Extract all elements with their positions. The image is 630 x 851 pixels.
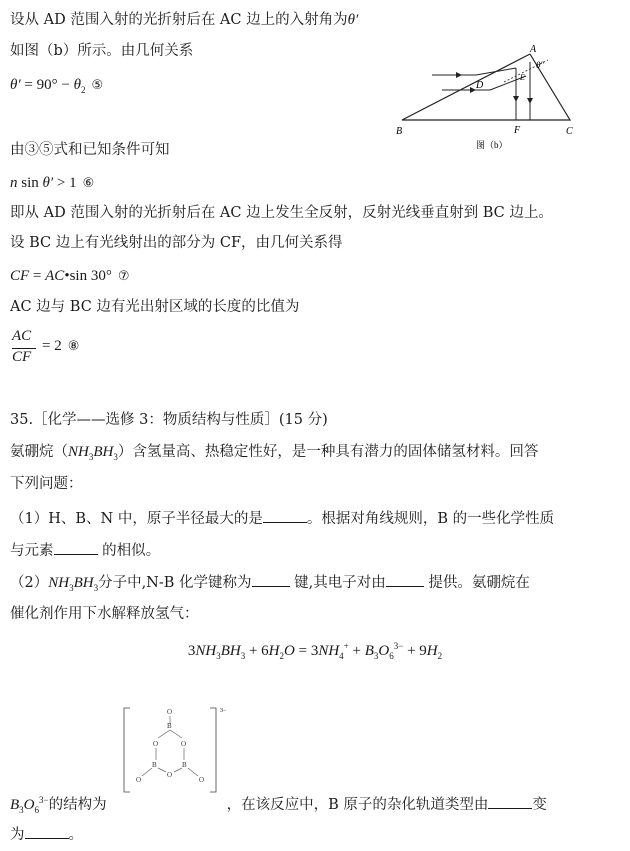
b3o6-structure — [120, 702, 240, 798]
reaction-formula: $3NH_3BH_3 + 6H_2O = 3NH_4^+ + B_3O_6^{3-} + 9H_2$ — [187, 641, 443, 661]
question-2-cont — [10, 604, 199, 624]
question-1-cont — [10, 540, 160, 561]
q2-part-d: 提供。氨硼烷在 — [423, 575, 530, 591]
struct-part-d: 为 — [10, 827, 25, 843]
line-1-text: 设从 AD 范围入射的光折射后在 AC 边上的入射角为 — [10, 12, 348, 28]
figure-caption: 图（b） — [476, 140, 508, 150]
structure-line — [10, 790, 547, 820]
equation-7 — [10, 266, 129, 287]
question-2 — [10, 572, 530, 598]
line-2-text: 如图（b）所示。由几何关系 — [10, 43, 194, 59]
q1-blank-2[interactable] — [54, 540, 98, 555]
atom-b-left: B — [152, 761, 157, 769]
struct-blank-2[interactable] — [25, 824, 69, 839]
atom-b-right: B — [182, 761, 187, 769]
equation-7-number: ⑦ — [117, 269, 130, 284]
text-line-9 — [10, 297, 299, 317]
atom-o-bottom: O — [167, 771, 173, 779]
equation-5-formula: $\theta' = 90^\circ - \theta_2$ — [10, 77, 86, 95]
intro-part-c: 下列问题： — [10, 476, 83, 492]
label-d: D — [476, 80, 484, 91]
theta-prime: θ′ — [347, 12, 359, 28]
triangle-abc — [402, 54, 570, 120]
question-1 — [10, 508, 554, 529]
struct-part-b: ，在该反应中，B 原子的杂化轨道类型由 — [226, 797, 489, 813]
line-4-text: 由③⑤式和已知条件可知 — [10, 142, 170, 158]
section-35-intro-2 — [10, 474, 83, 494]
equation-6-number: ⑥ — [82, 176, 95, 191]
text-line-2 — [10, 41, 193, 61]
section-35-title — [10, 410, 328, 430]
label-a: A — [530, 44, 537, 55]
equation-6-formula: n sin θ′ > 1 — [10, 175, 77, 191]
label-b: B — [396, 126, 403, 137]
atom-b-top: B — [167, 722, 172, 730]
fraction-denominator: CF — [12, 349, 32, 365]
q1-part-d: 的相似。 — [97, 543, 161, 559]
atom-o-right: O — [181, 740, 187, 748]
text-line-4 — [10, 140, 170, 160]
formula-nh3bh3-2: $NH_3BH_3$ — [48, 575, 99, 593]
line-7-text: 设 BC 边上有光线射出的部分为 CF，由几何关系得 — [10, 235, 343, 251]
q2-part-b: 分子中,N-B 化学键称为 — [98, 575, 252, 591]
ray-1-refracted — [476, 68, 516, 75]
q1-blank-1[interactable] — [263, 508, 307, 523]
line-9-text: AC 边与 BC 边有光出射区域的长度的比值为 — [10, 299, 300, 315]
struct-part-c: 变 — [532, 797, 547, 813]
atom-o-top: O — [167, 708, 173, 716]
intro-part-b: ）含氢量高、热稳定性好，是一种具有潜力的固体储氢材料。回答 — [117, 444, 539, 460]
q2-part-e: 催化剂作用下水解释放氢气： — [10, 606, 199, 622]
text-line-6 — [10, 203, 553, 223]
q1-part-a: （1）H、B、N 中，原子半径最大的是 — [10, 511, 263, 527]
q2-blank-1[interactable] — [252, 572, 290, 587]
equation-8 — [10, 328, 100, 368]
atom-o-outer-left: O — [136, 776, 142, 784]
equation-5 — [10, 75, 103, 100]
formula-b3o6: $B_3O_6^{3-}$ — [10, 795, 49, 815]
reaction-equation — [0, 636, 630, 666]
structure-line-2 — [10, 824, 83, 845]
struct-blank-1[interactable] — [488, 794, 532, 809]
label-f: F — [514, 125, 521, 136]
text-line-1 — [10, 10, 358, 30]
section-35-intro — [10, 442, 538, 467]
optics-figure-b — [390, 40, 590, 155]
charge-label: 3− — [220, 708, 227, 714]
equation-8-number: ⑧ — [67, 339, 80, 354]
struct-part-e: 。 — [68, 827, 83, 843]
line-6-text: 即从 AD 范围入射的光折射后在 AC 边上发生全反射，反射光线垂直射到 BC 边上。 — [10, 205, 553, 221]
equation-8-rhs: = 2 ⑧ — [42, 338, 80, 354]
label-theta: θ″ — [536, 60, 545, 70]
label-c: C — [566, 126, 573, 137]
label-e: E — [520, 73, 525, 82]
equation-5-number: ⑤ — [91, 78, 104, 93]
intro-part-a: 氨硼烷（ — [10, 444, 68, 460]
atom-o-outer-right: O — [199, 776, 205, 784]
section-35-title-text: 35.［化学——选修 3：物质结构与性质］(15 分) — [10, 412, 328, 428]
q2-part-c: 键,其电子对由 — [289, 575, 386, 591]
formula-nh3bh3: $NH_3BH_3$ — [68, 444, 118, 462]
q1-part-b: 。根据对角线规则，B 的一些化学性质 — [306, 511, 555, 527]
equation-6 — [10, 173, 94, 194]
equation-7-formula: CF = AC•sin 30° — [10, 268, 112, 284]
struct-part-a: 的结构为 — [48, 797, 107, 813]
q2-part-a: （2） — [10, 575, 49, 591]
q2-blank-2[interactable] — [386, 572, 424, 587]
fraction-numerator: AC — [12, 328, 32, 344]
text-line-7 — [10, 233, 343, 253]
q1-part-c: 与元素 — [10, 543, 54, 559]
atom-o-left: O — [153, 740, 159, 748]
